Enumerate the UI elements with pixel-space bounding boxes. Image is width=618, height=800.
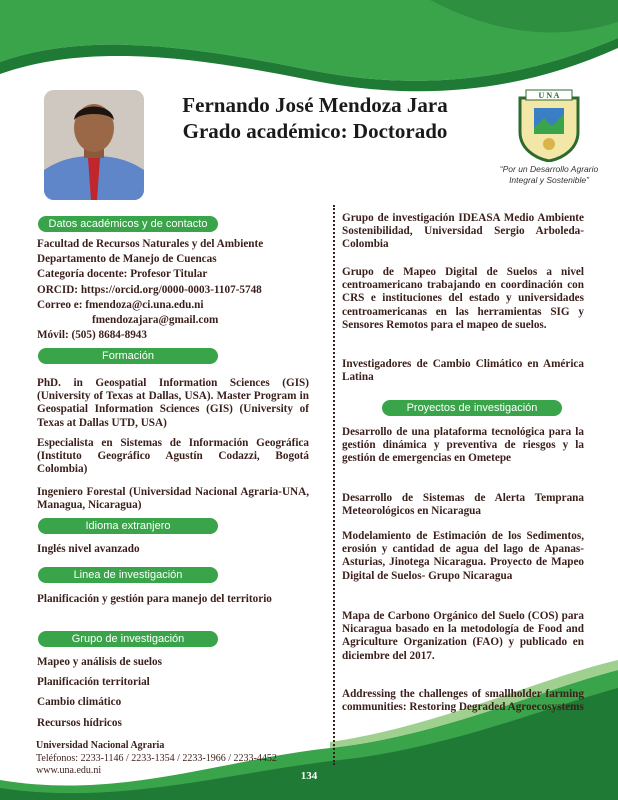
research-group-list	[37, 656, 309, 730]
research-group-item: Grupo de Mapeo Digital de Suelos a nivel centroamericano trabajando en coordinación con CRS e instituciones del estado y universidades centroamericanas en las herramientas SIG y Sensores Remotos para el mapeo de suelos.	[342, 266, 584, 331]
contact-mobile: Móvil: (505) 8684-8943	[37, 329, 147, 342]
portrait-photo	[44, 90, 144, 200]
project-item: Desarrollo de una plataforma tecnológica para la gestión dinámica y preventiva de riesgos y la gestión de emergencias en Ometepe	[342, 426, 584, 465]
formation-item: Ingeniero Forestal (Universidad Nacional Agraria-UNA, Managua, Nicaragua)	[37, 486, 309, 512]
svg-text:U N A: U N A	[538, 91, 560, 100]
contact-block	[37, 238, 327, 342]
project-item: Mapa de Carbono Orgánico del Suelo (COS) para Nicaragua basado en la metodología de Food and Agriculture Organization (FAO) y publicado en diciembre del 2017.	[342, 610, 584, 662]
contact-faculty: Facultad de Recursos Naturales y del Ambiente	[37, 238, 264, 250]
formation-item: PhD. in Geospatial Information Sciences (GIS) (University of Texas at Dallas, USA). Master Program in Geospatial Information Sciences (GIS) (University of Texas at Dallas UTD, USA)	[37, 377, 309, 429]
language-level: Inglés nivel avanzado	[37, 543, 140, 555]
column-divider	[333, 205, 335, 765]
list-item: Planificación territorial	[37, 676, 150, 689]
header-title	[160, 92, 470, 144]
footer-university: Universidad Nacional Agraria	[36, 740, 165, 751]
contact-category: Categoría docente: Profesor Titular	[37, 268, 208, 281]
footer-website: www.una.edu.ni	[36, 765, 102, 776]
contact-orcid: ORCID: https://orcid.org/0000-0003-1107-5748	[37, 283, 262, 296]
formation-item: Especialista en Sistemas de Información Geográfica (Instituto Geográfico Agustín Codazzi, Bogotá Colombia)	[37, 437, 309, 476]
contact-email-primary: Correo e: fmendoza@ci.una.edu.ni	[37, 298, 204, 311]
una-seal-logo	[516, 88, 582, 162]
page-number: 134	[300, 770, 318, 782]
contact-department: Departamento de Manejo de Cuencas	[37, 253, 217, 266]
academic-degree: Grado académico: Doctorado	[182, 119, 448, 143]
section-title-formation: Formación	[38, 348, 218, 364]
university-motto: “Por un Desarrollo Agrario Integral y Sostenible”	[499, 164, 599, 185]
list-item: Mapeo y análisis de suelos	[37, 656, 162, 668]
section-title-contact: Datos académicos y de contacto	[38, 216, 218, 232]
list-item: Recursos hídricos	[37, 716, 122, 729]
project-item: Addressing the challenges of smallholder farming communities: Restoring Degraded Agroecosystems	[342, 688, 584, 714]
footer-contact	[36, 740, 326, 778]
research-group-item: Grupo de investigación IDEASA Medio Ambiente Sostenibilidad, Universidad Sergio Arboleda-Colombia	[342, 212, 584, 251]
list-item: Cambio climático	[37, 696, 122, 709]
section-title-research-line: Linea de investigación	[38, 567, 218, 583]
section-title-language: Idioma extranjero	[38, 518, 218, 534]
research-group-item: Investigadores de Cambio Climático en América Latina	[342, 358, 584, 384]
contact-email-secondary: fmendozajara@gmail.com	[92, 314, 219, 327]
research-line-text: Planificación y gestión para manejo del territorio	[37, 593, 272, 605]
section-title-projects: Proyectos de investigación	[382, 400, 562, 416]
person-name: Fernando José Mendoza Jara	[182, 93, 448, 117]
project-item: Modelamiento de Estimación de los Sedimentos, erosión y cantidad de agua del lago de Apanas-Asturias, Jinotega Nicaragua. Proyecto de Mapeo Digital de Suelos- Grupo Nicaragua	[342, 530, 584, 582]
project-item: Desarrollo de Sistemas de Alerta Temprana Meteorológicos en Nicaragua	[342, 492, 584, 518]
footer-phones: Teléfonos: 2233-1146 / 2233-1354 / 2233-1966 / 2233-4452	[36, 752, 277, 764]
section-title-research-group: Grupo de investigación	[38, 631, 218, 647]
